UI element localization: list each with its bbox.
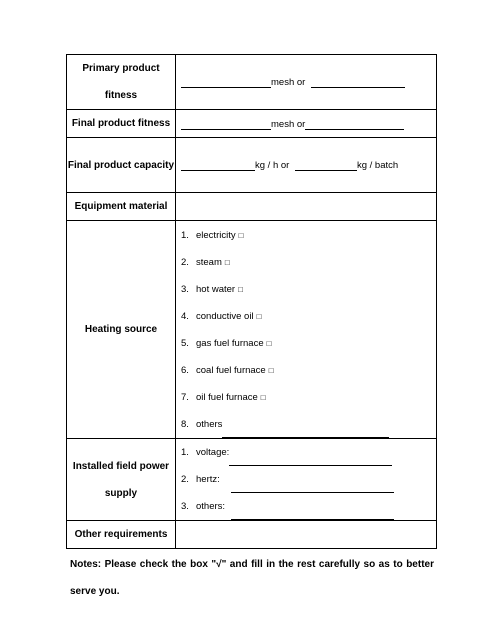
row-heating-source [67, 221, 437, 439]
row-other-requirements [67, 521, 437, 549]
checkbox-icon[interactable]: □ [260, 392, 266, 402]
heating-option[interactable]: 7. oil fuel furnace □ [181, 384, 436, 411]
heating-option[interactable]: 5. gas fuel furnace □ [181, 330, 436, 357]
primary-fitness-label: Primary product fitness [67, 55, 176, 110]
checkbox-icon[interactable]: □ [266, 338, 272, 348]
final-fitness-mesh-input[interactable] [181, 118, 271, 130]
other-requirements-label: Other requirements [67, 521, 176, 549]
heating-others-input[interactable] [222, 426, 389, 438]
checkbox-icon[interactable]: □ [268, 365, 274, 375]
equipment-material-field[interactable] [176, 193, 437, 221]
hertz-input[interactable] [231, 481, 394, 493]
notes-text: Notes: Please check the box "√" and fill in the rest carefully so as to better serve you. [70, 559, 434, 597]
row-primary-fitness [67, 55, 437, 110]
row-final-fitness [67, 110, 437, 138]
capacity-unit-kgbatch: kg / batch [356, 160, 399, 171]
final-fitness-unit: mesh or [271, 118, 306, 130]
power-others-input[interactable] [231, 508, 394, 520]
heating-option[interactable]: 4. conductive oil □ [181, 303, 436, 330]
heating-option[interactable]: 2. steam □ [181, 249, 436, 276]
final-fitness-alt-input[interactable] [305, 118, 404, 130]
heating-option[interactable]: 6. coal fuel furnace □ [181, 357, 436, 384]
capacity-kgh-input[interactable] [181, 159, 255, 171]
power-supply-label: Installed field power supply [67, 439, 176, 521]
heating-source-options [176, 221, 437, 439]
equipment-material-label: Equipment material [67, 193, 176, 221]
heating-source-label: Heating source [67, 221, 176, 439]
final-fitness-label: Final product fitness [67, 110, 176, 138]
checkbox-icon[interactable]: □ [224, 257, 230, 267]
heating-option[interactable]: 3. hot water □ [181, 276, 436, 303]
heating-option-others: 8. others [181, 411, 436, 438]
heating-option[interactable]: 1. electricity □ [181, 222, 436, 249]
checkbox-icon[interactable]: □ [256, 311, 262, 321]
checkbox-icon[interactable]: □ [238, 230, 244, 240]
row-capacity [67, 138, 437, 193]
row-power-supply [67, 439, 437, 521]
primary-fitness-mesh-input[interactable] [181, 76, 271, 88]
voltage-input[interactable] [229, 454, 392, 466]
requirements-form-table [66, 54, 437, 549]
primary-fitness-alt-input[interactable] [311, 76, 405, 88]
power-supply-options: 1. voltage: 2. hertz: 3. others: [176, 439, 437, 521]
checkbox-icon[interactable]: □ [238, 284, 243, 294]
primary-fitness-unit: mesh or [271, 77, 306, 88]
row-equipment-material [67, 193, 437, 221]
capacity-unit-kgh: kg / h or [255, 160, 290, 171]
capacity-kgbatch-input[interactable] [295, 159, 357, 171]
other-requirements-field[interactable] [176, 521, 437, 549]
capacity-label: Final product capacity [67, 138, 176, 193]
